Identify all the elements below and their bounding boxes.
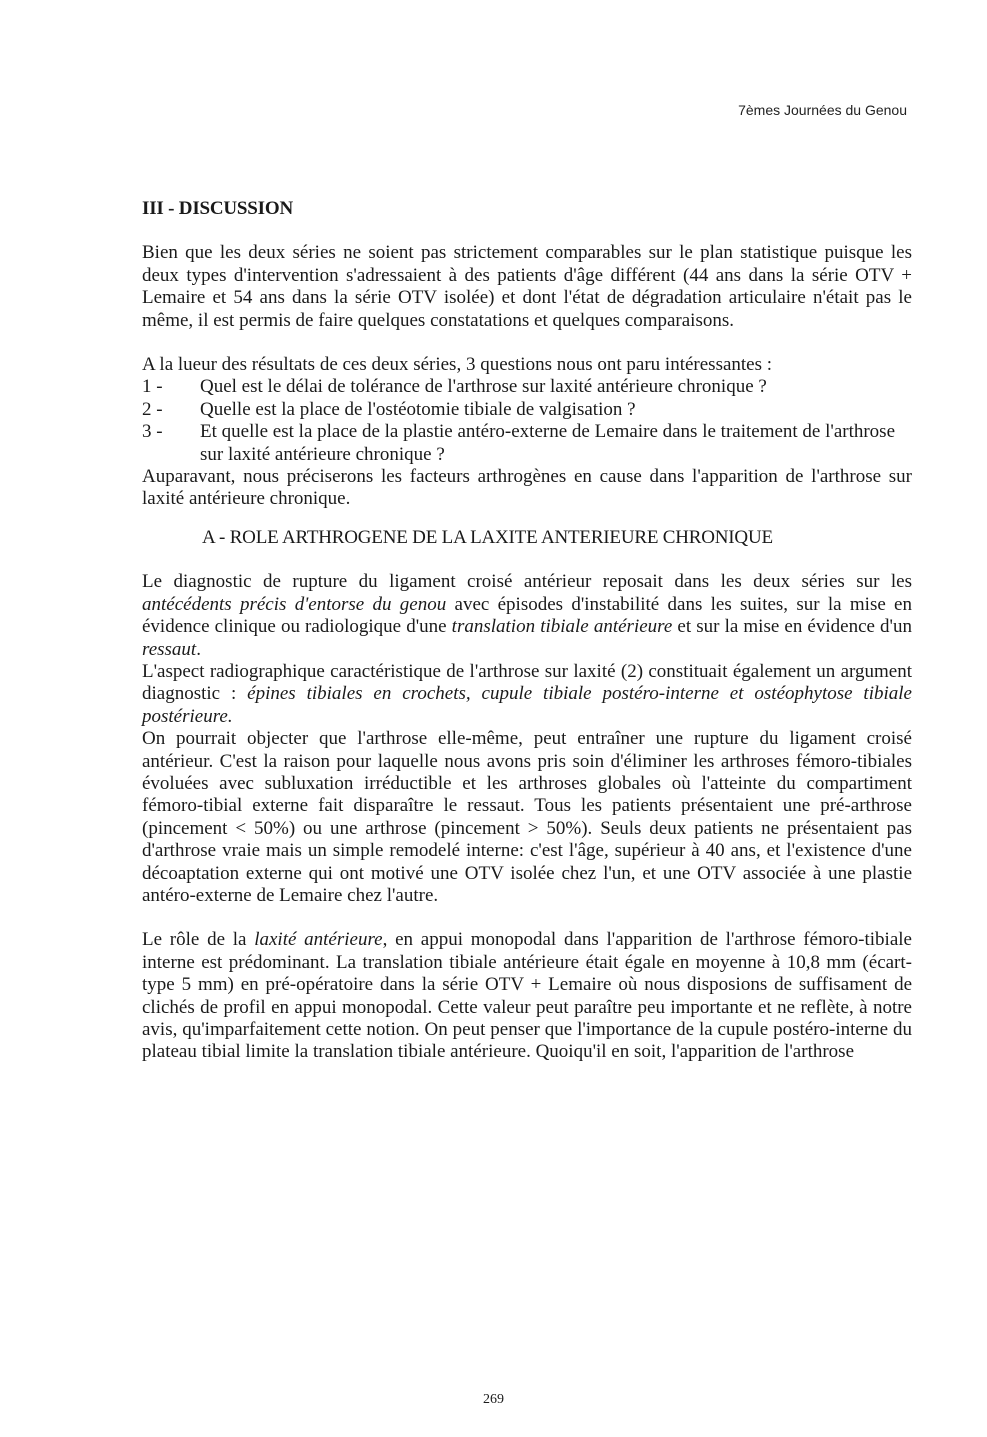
list-item bbox=[142, 399, 912, 421]
emphasis-text: antécédents précis d'entorse du genou bbox=[142, 593, 447, 615]
paragraph-laxity-role bbox=[142, 929, 912, 1063]
page-body bbox=[142, 198, 912, 1064]
subsection-title: A - ROLE ARTHROGENE DE LA LAXITE ANTERIEURE CHRONIQUE bbox=[202, 526, 773, 548]
page-number: 269 bbox=[483, 1392, 504, 1407]
paragraph-objection: On pourrait objecter que l'arthrose elle-même, peut entraîner une rupture du ligament croisé antérieur. C'est la raison pour laquelle nous avons pris soin d'éliminer les arthroses fémoro-tibiales évoluées avec subluxation irréductible et les arthroses globales où l'atteinte du compartiment fémoro-tibial externe fait disparaître le ressaut. Tous les patients présentaient une pré-arthrose (pincement < 50%) ou une arthrose (pincement > 50%). Seuls deux patients ne présentaient pas d'arthrose vraie mais un simple remodelé interne: c'est l'âge, supérieur à 40 ans, et l'existence d'une décoaptation externe qui ont motivé une OTV isolée chez l'un, et une OTV associée à une plastie antéro-externe de Lemaire chez l'autre. bbox=[142, 728, 912, 906]
paragraph-questions-intro: A la lueur des résultats de ces deux séries, 3 questions nous ont paru intéressantes : bbox=[142, 354, 773, 376]
paragraph-diagnosis bbox=[142, 571, 912, 661]
list-item bbox=[142, 376, 912, 398]
text-run: Le rôle de la bbox=[142, 929, 255, 951]
emphasis-text: ressaut bbox=[142, 638, 197, 660]
emphasis-text: épines tibiales en crochets, cupule tibiale postéro-interne et ostéophytose tibiale postérieure. bbox=[142, 683, 912, 727]
text-run: , en appui monopodal dans l'apparition de l'arthrose fémoro-tibiale interne est prédominant. La translation tibiale antérieure était égale en moyenne à 10,8 mm (écart-type 5 mm) en pré-opératoire dans la série OTV + Lemaire où nous disposions de suffisament de clichés de profil en appui monopodal. Cette valeur peut paraître peu importante et ne reflète, à notre avis, qu'imparfaitement cette notion. On peut penser que l'importance de la cupule postéro-interne du plateau tibial limite la translation tibiale antérieure. Quoiqu'il en soit, l'apparition de l'arthrose bbox=[142, 929, 912, 1063]
text-run: L'aspect radiographique caractéristique de l'arthrose sur laxité (2) constituait également un argument diagnostic : bbox=[142, 660, 912, 705]
question-number: 2 - bbox=[142, 398, 163, 420]
emphasis-text: translation tibiale antérieure bbox=[451, 616, 673, 638]
question-number: 1 - bbox=[142, 376, 163, 398]
section-title: III - DISCUSSION bbox=[142, 198, 293, 219]
paragraph-intro: Bien que les deux séries ne soient pas strictement comparables sur le plan statistique puisque les deux types d'intervention s'adressaient à des patients d'âge différent (44 ans dans la série OTV + Lemaire et 54 ans dans la série OTV isolée) et dont l'état de dégradation articulaire n'était pas le même, il est permis de faire quelques constatations et quelques comparaisons. bbox=[142, 242, 912, 331]
running-header: 7èmes Journées du Genou bbox=[738, 102, 907, 118]
text-run: Le diagnostic de rupture du ligament croisé antérieur reposait dans les deux séries sur les bbox=[142, 571, 912, 593]
emphasis-text: laxité antérieure bbox=[254, 929, 383, 951]
paragraph-preamble: Auparavant, nous préciserons les facteurs arthrogènes en cause dans l'apparition de l'arthrose sur laxité antérieure chronique. bbox=[142, 466, 912, 510]
question-text: Et quelle est la place de la plastie antéro-externe de Lemaire dans le traitement de l'arthrose sur laxité antérieure chronique ? bbox=[200, 421, 896, 465]
text-run: . bbox=[196, 638, 201, 660]
question-number: 3 - bbox=[142, 421, 163, 443]
question-text: Quel est le délai de tolérance de l'arthrose sur laxité antérieure chronique ? bbox=[200, 376, 767, 398]
question-text: Quelle est la place de l'ostéotomie tibiale de valgisation ? bbox=[200, 398, 636, 420]
list-item bbox=[142, 421, 912, 466]
paragraph-radiographic bbox=[142, 661, 912, 728]
text-run: avec épisodes d'instabilité dans les suites, sur la mise en évidence clinique ou radiologique d'une bbox=[142, 593, 912, 638]
questions-list bbox=[142, 376, 912, 466]
text-run: et sur la mise en évidence d'un bbox=[672, 616, 912, 638]
